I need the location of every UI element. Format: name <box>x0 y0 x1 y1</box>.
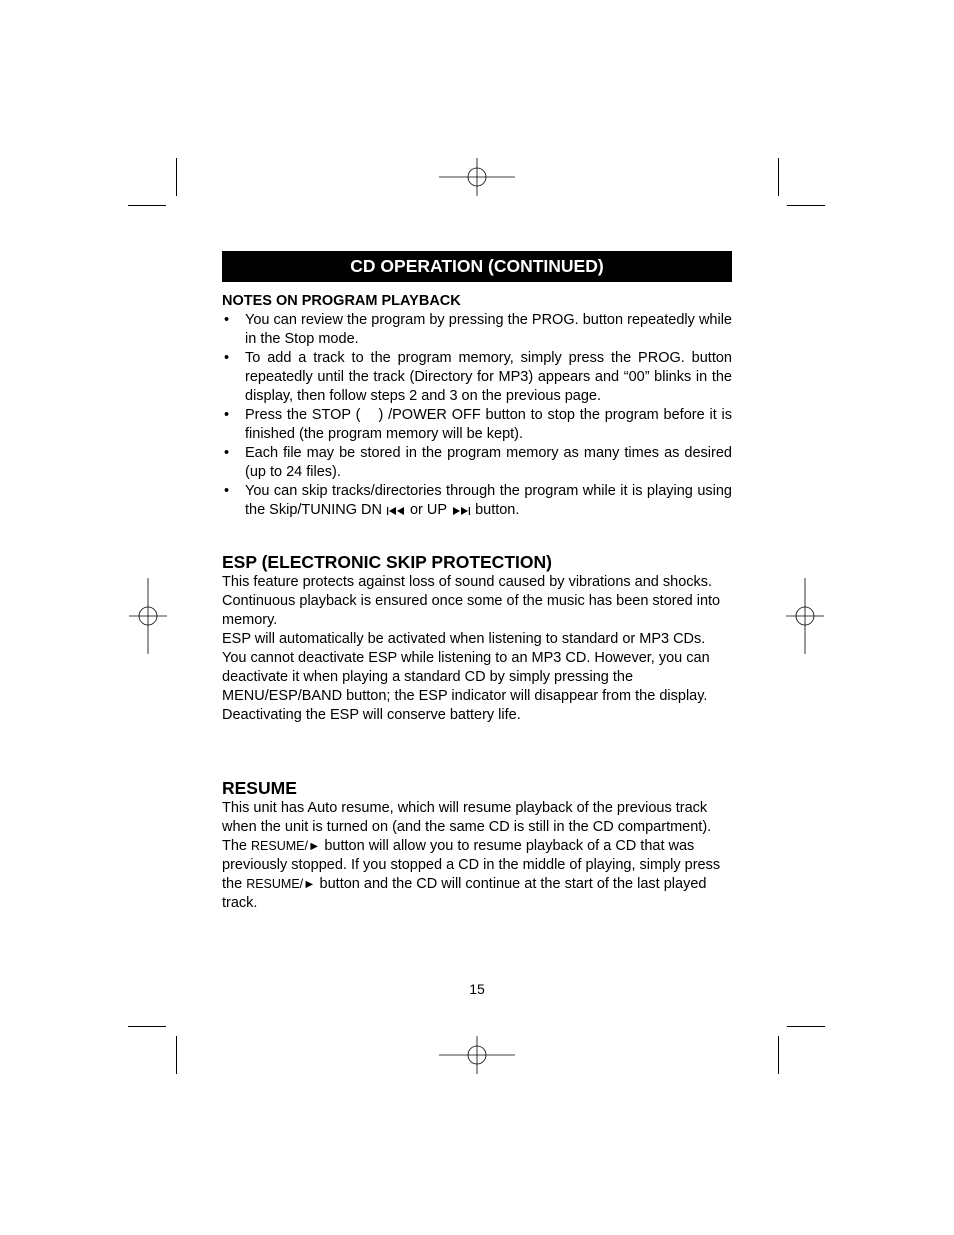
resume-paragraph-2: The RESUME/► button will allow you to resume playback of a CD that was previously stopped. If you stopped a CD in the middle of playing, simply press the RESUME/► button and the CD will continue at the start of the last played track. <box>222 838 721 911</box>
registration-mark-left <box>129 578 167 654</box>
resume-button-label: RESUME/► <box>251 839 321 853</box>
crop-mark <box>787 205 825 206</box>
list-item: • You can review the program by pressing the PROG. button repeatedly while in the Stop mode. <box>222 311 732 349</box>
esp-heading: ESP (ELECTRONIC SKIP PROTECTION) <box>222 552 552 572</box>
section-header-bar <box>222 251 732 282</box>
crop-mark <box>778 158 779 196</box>
skip-back-icon <box>386 503 406 522</box>
crop-mark <box>176 158 177 196</box>
list-item: • Each file may be stored in the program memory as many times as desired (up to 24 files). <box>222 444 732 482</box>
registration-mark-right <box>786 578 824 654</box>
crop-mark <box>128 1026 166 1027</box>
crop-mark <box>787 1026 825 1027</box>
page-number: 15 <box>469 981 485 997</box>
list-item: • To add a track to the program memory, simply press the PROG. button repeatedly until the track (Directory for MP3) appears and “00” blinks in the display, then follow steps 2 and 3 on the previous page. <box>222 349 732 406</box>
resume-paragraph-1: This unit has Auto resume, which will resume playback of the previous track when the unit is turned on (and the same CD is still in the CD compartment). <box>222 800 712 835</box>
registration-mark-bottom <box>439 1036 515 1074</box>
resume-heading: RESUME <box>222 778 297 798</box>
crop-mark <box>128 205 166 206</box>
esp-paragraph-1: This feature protects against loss of sound caused by vibrations and shocks. Continuous playback is ensured once some of the music has been stored into memory. <box>222 574 721 628</box>
esp-paragraph-2: ESP will automatically be activated when listening to standard or MP3 CDs. You cannot deactivate ESP while listening to an MP3 CD. However, you can deactivate it when playing a standard CD by simply pressing the MENU/ESP/BAND button; the ESP indicator will disappear from the display. Deactivating the ESP will conserve battery life. <box>222 631 710 723</box>
crop-mark <box>778 1036 779 1074</box>
page-content <box>222 290 732 913</box>
page-title: CD OPERATION (CONTINUED) <box>350 256 604 276</box>
list-item: • Press the STOP ( ) /POWER OFF button to stop the program before it is finished (the program memory will be kept). <box>222 406 732 444</box>
registration-mark-top <box>439 158 515 196</box>
notes-heading: NOTES ON PROGRAM PLAYBACK <box>222 293 461 309</box>
list-item: • You can skip tracks/directories through the program while it is playing using the Skip/TUNING DN or UP button. <box>222 482 732 522</box>
notes-list <box>222 311 732 522</box>
resume-button-label: RESUME/► <box>246 877 316 891</box>
crop-mark <box>176 1036 177 1074</box>
skip-forward-icon <box>451 503 471 522</box>
